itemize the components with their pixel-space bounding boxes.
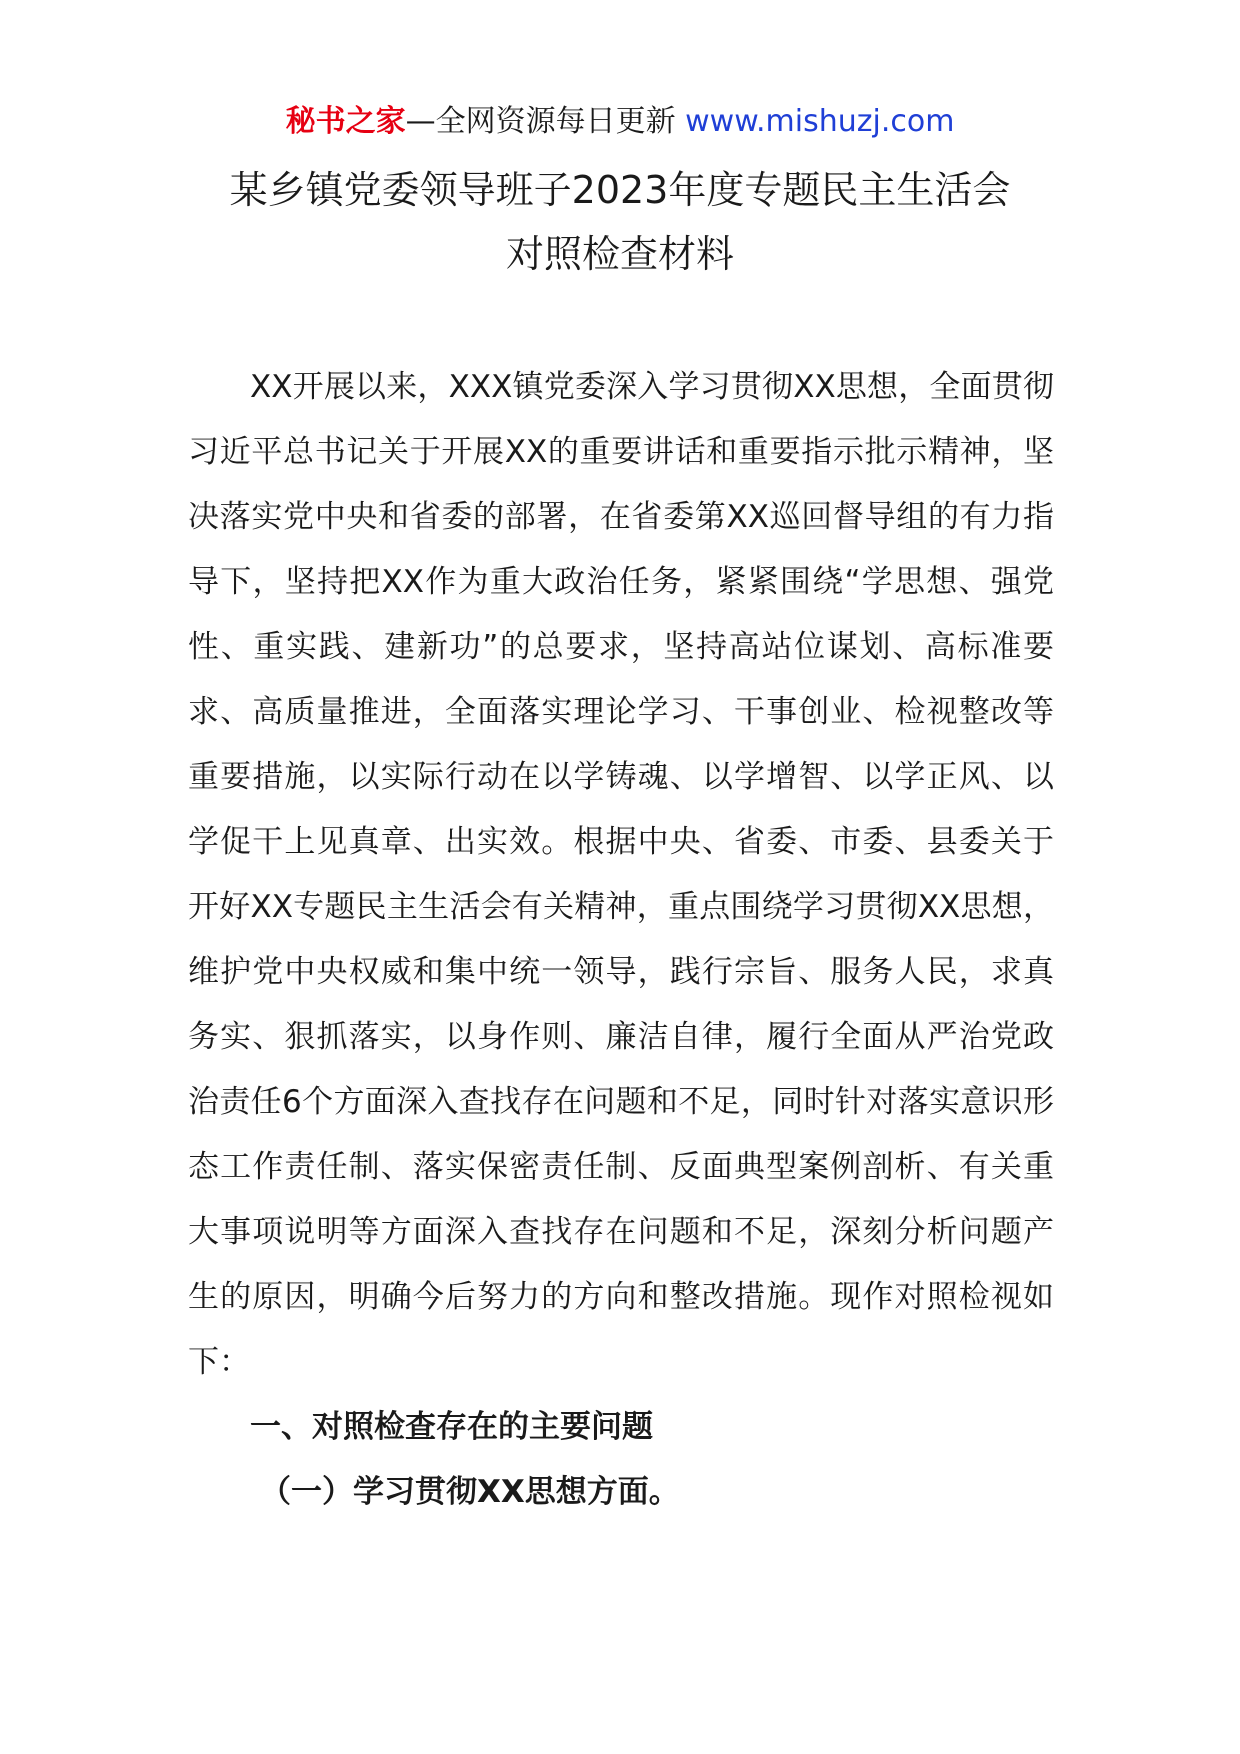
brand-slogan: —全网资源每日更新 xyxy=(405,104,676,139)
document-body xyxy=(188,355,1054,1525)
document-title xyxy=(100,158,1140,286)
title-line-2: 对照检查材料 xyxy=(505,232,734,276)
title-line-1: 某乡镇党委领导班子2023年度专题民主生活会 xyxy=(229,168,1011,212)
brand-name: 秘书之家 xyxy=(285,104,406,139)
intro-paragraph: XX开展以来，XXX镇党委深入学习贯彻XX思想，全面贯彻习近平总书记关于开展XX的重要讲话和重要指示批示精神，坚决落实党中央和省委的部署，在省委第XX巡回督导组的有力指导下，坚持把XX作为重大政治任务，紧紧围绕“学思想、强党性、重实践、建新功”的总要求，坚持高站位谋划、高标准要求、高质量推进，全面落实理论学习、干事创业、检视整改等重要措施，以实际行动在以学铸魂、以学增智、以学正风、以学促干上见真章、出实效。根据中央、省委、市委、县委关于开好XX专题民主生活会有关精神，重点围绕学习贯彻XX思想，维护党中央权威和集中统一领导，践行宗旨、服务人民，求真务实、狠抓落实，以身作则、廉洁自律，履行全面从严治党政治责任6个方面深入查找存在问题和不足，同时针对落实意识形态工作责任制、落实保密责任制、反面典型案例剖析、有关重大事项说明等方面深入查找存在问题和不足，深刻分析问题产生的原因，明确今后努力的方向和整改措施。现作对照检视如下： xyxy=(188,369,1054,1380)
site-url-link[interactable]: www.mishuzj.com xyxy=(685,104,955,139)
section-heading-1: 一、对照检查存在的主要问题 xyxy=(250,1409,653,1445)
subsection-heading-1: （一）学习贯彻XX思想方面。 xyxy=(260,1474,680,1510)
watermark-banner xyxy=(0,100,1240,144)
